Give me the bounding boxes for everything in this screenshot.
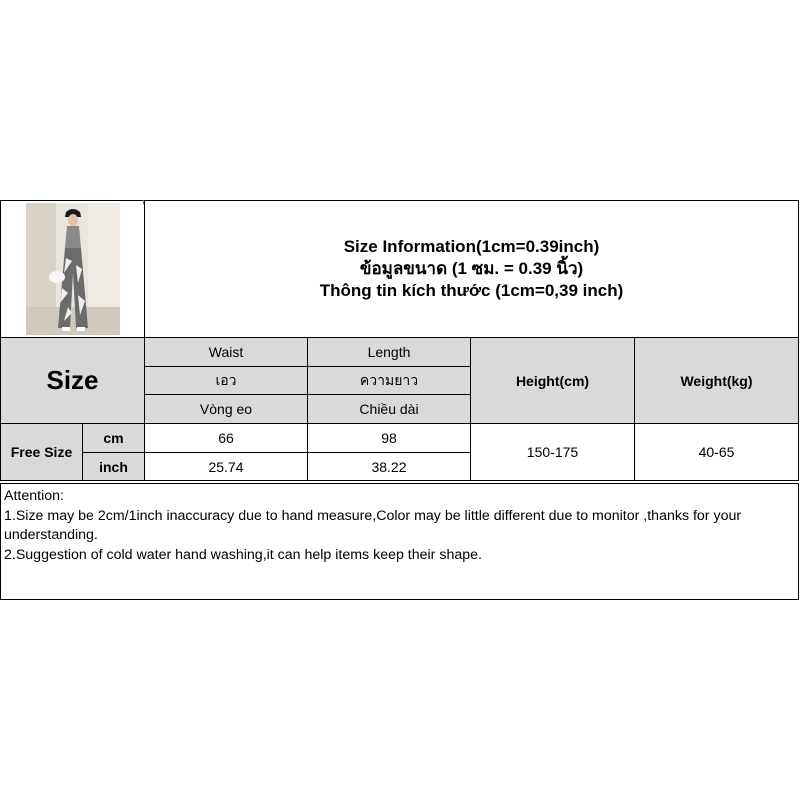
- size-chart: [0, 200, 799, 600]
- title-cell: [144, 200, 799, 338]
- note-washing: 2.Suggestion of cold water hand washing,it can help items keep their shape.: [4, 546, 482, 563]
- title-line-vi: Thông tin kích thước (1cm=0,39 inch): [319, 281, 624, 300]
- waist-header-en: Waist: [144, 337, 308, 367]
- unit-inch: inch: [82, 452, 145, 481]
- notes-heading: Attention:: [4, 488, 64, 504]
- length-header-en: Length: [307, 337, 471, 367]
- waist-cm-value: 66: [144, 423, 308, 453]
- weight-header: Weight(kg): [634, 337, 799, 424]
- waist-header-th: เอว: [144, 366, 308, 395]
- length-cm-value: 98: [307, 423, 471, 453]
- height-value: 150-175: [470, 423, 635, 481]
- attention-notes: [0, 483, 799, 600]
- title-line-th: ข้อมูลขนาด (1 ซม. = 0.39 นิ้ว): [359, 259, 584, 278]
- length-header-th: ความยาว: [307, 366, 471, 395]
- size-header: Size: [0, 337, 145, 424]
- height-header: Height(cm): [470, 337, 635, 424]
- length-inch-value: 38.22: [307, 452, 471, 481]
- size-name: Free Size: [0, 423, 83, 481]
- weight-value: 40-65: [634, 423, 799, 481]
- unit-cm: cm: [82, 423, 145, 453]
- title-line-en: Size Information(1cm=0.39inch): [343, 237, 600, 256]
- waist-inch-value: 25.74: [144, 452, 308, 481]
- note-measurement: 1.Size may be 2cm/1inch inaccuracy due to hand measure,Color may be little different due to monitor ,thanks for your understanding.: [4, 507, 742, 543]
- waist-header-vi: Vòng eo: [144, 394, 308, 424]
- product-photo: [26, 203, 120, 335]
- length-header-vi: Chiều dài: [307, 394, 471, 424]
